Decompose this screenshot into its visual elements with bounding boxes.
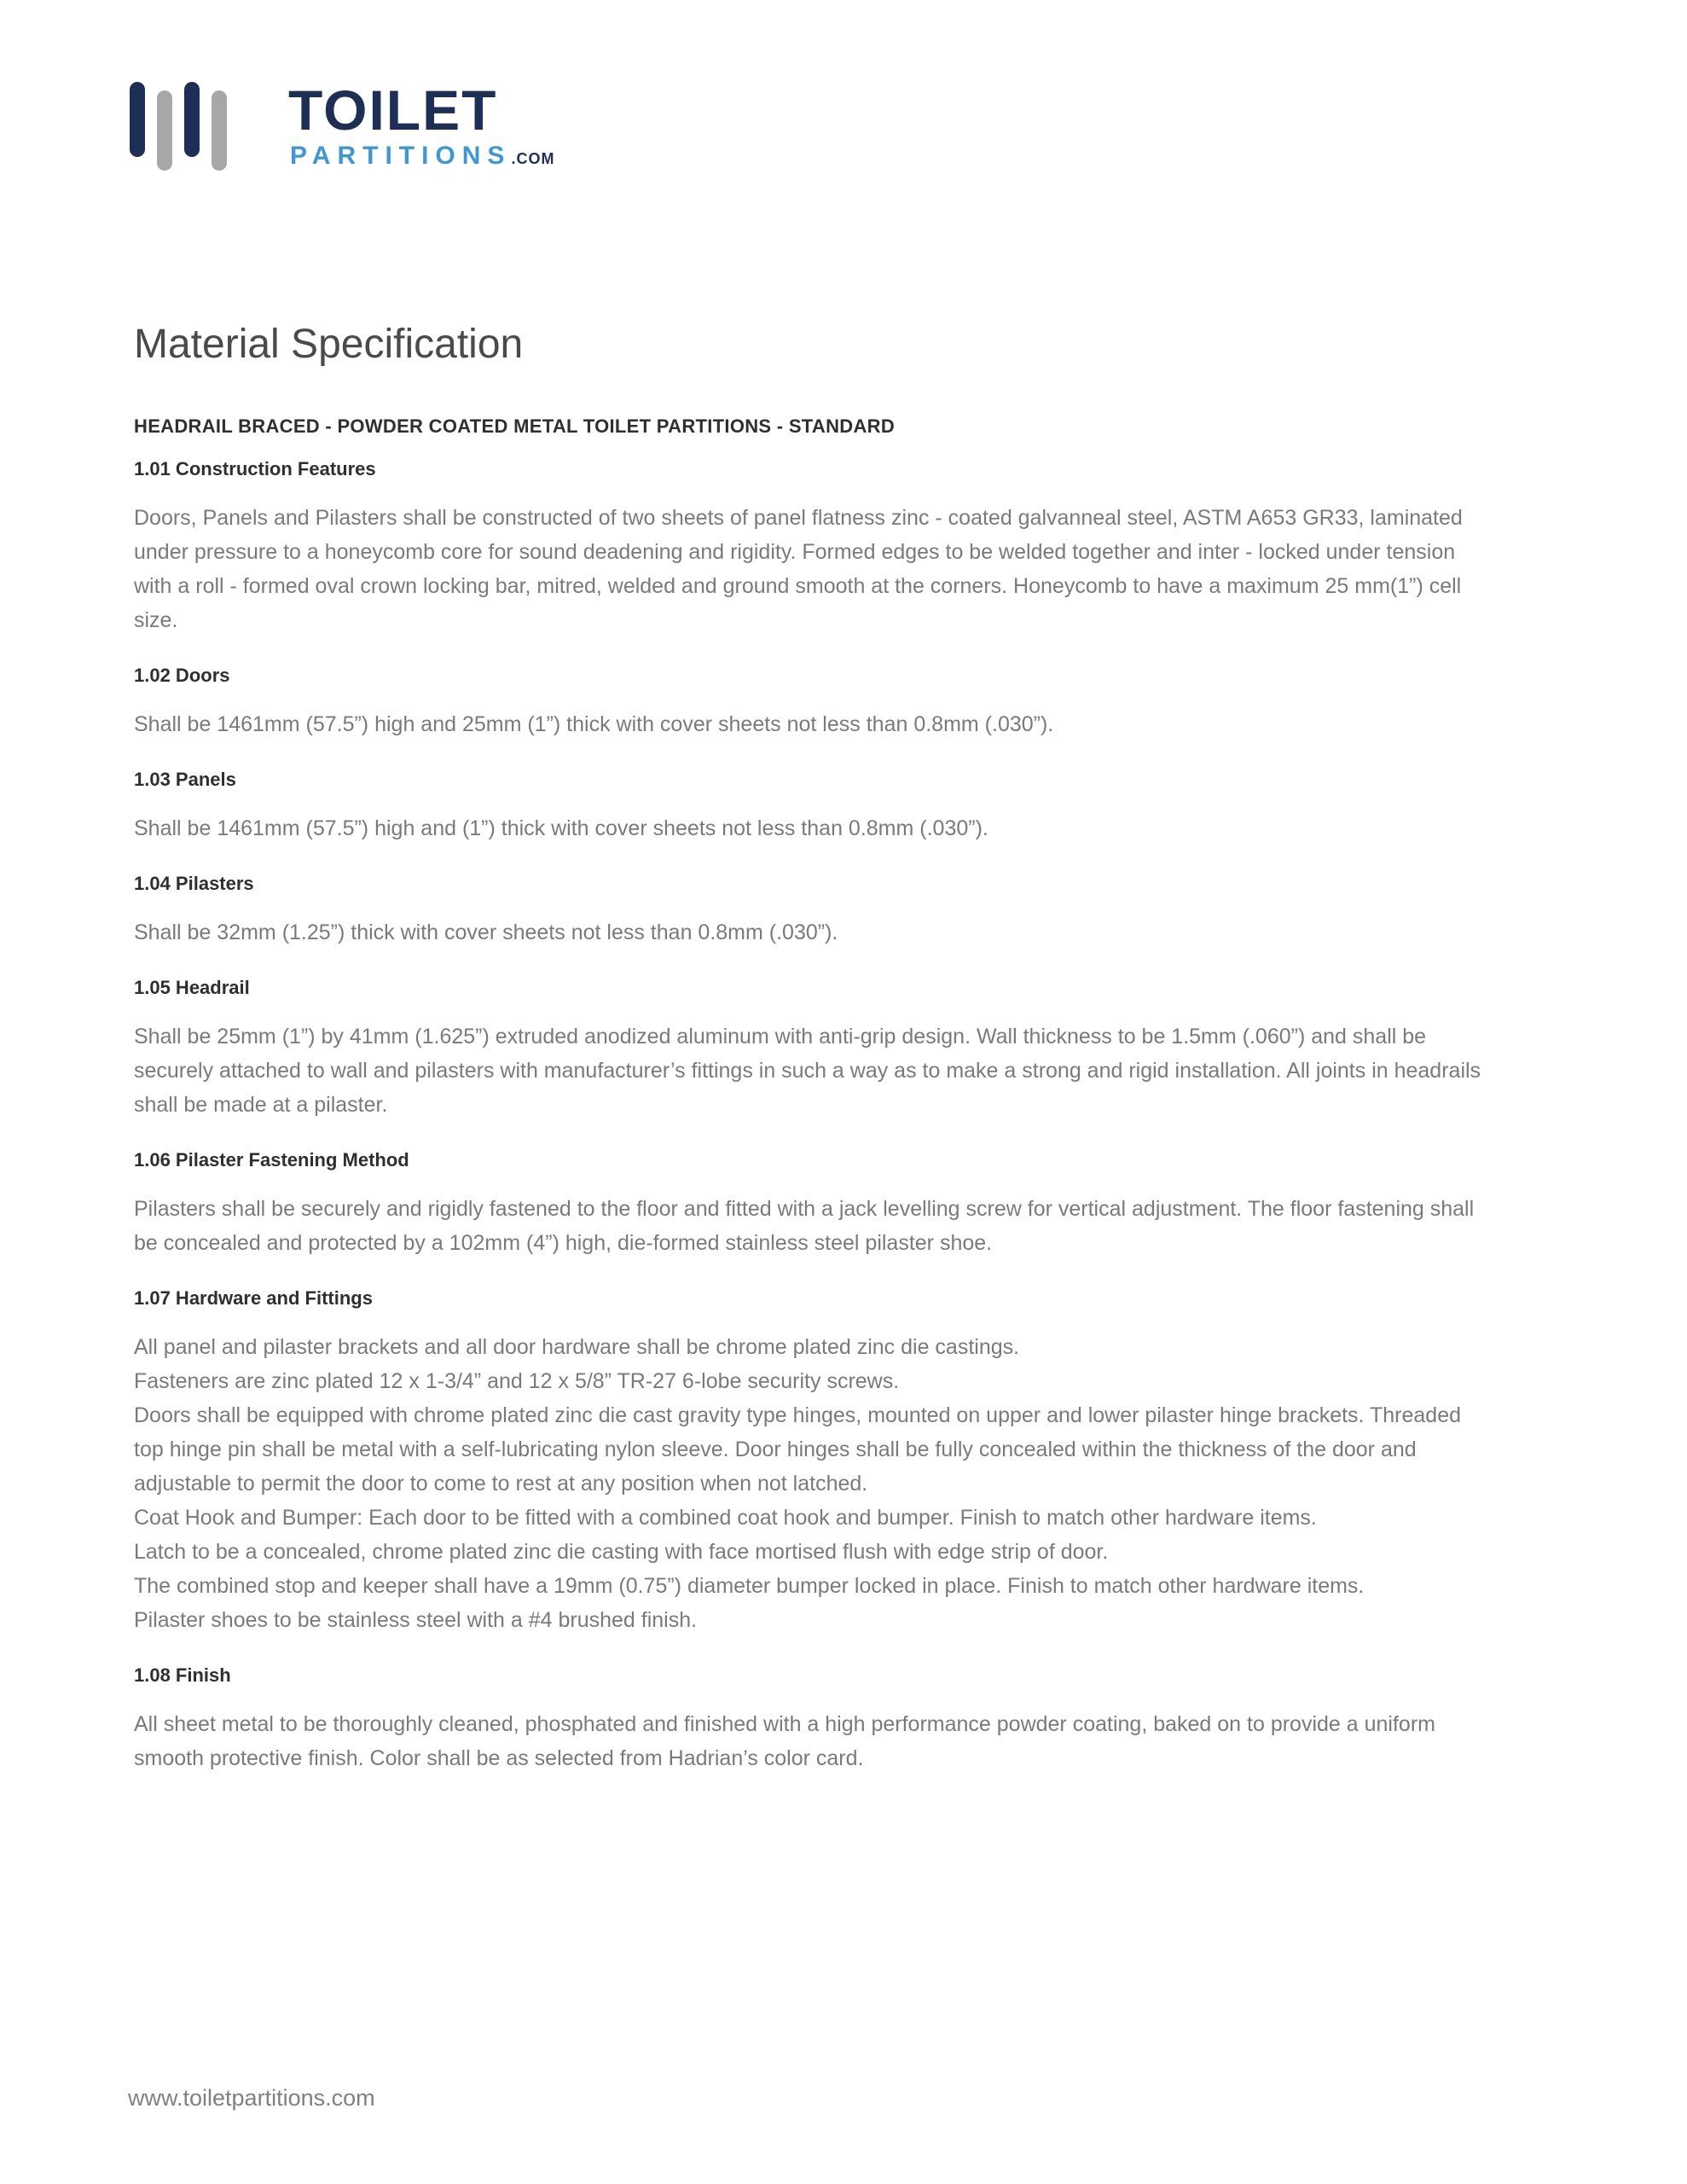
section-body [134,1707,1481,1775]
section-heading: 1.06 Pilaster Fastening Method [134,1149,409,1170]
page-title: Material Specification [134,322,524,367]
section-heading: 1.01 Construction Features [134,458,376,479]
section-paragraph: Latch to be a concealed, chrome plated zinc die casting with face mortised flush with edge strip of door. [134,1540,1109,1564]
section-paragraph: Coat Hook and Bumper: Each door to be fitted with a combined coat hook and bumper. Finish to match other hardware items. [134,1506,1317,1530]
section-heading: 1.05 Headrail [134,977,250,998]
section-paragraph: All sheet metal to be thoroughly cleaned, phosphated and finished with a high performance powder coating, baked on to provide a uniform smooth protective finish. Color shall be as selected from Hadrian’s color card. [134,1712,1435,1770]
document-subtitle: HEADRAIL BRACED - POWDER COATED METAL TOILET PARTITIONS - STANDARD [134,415,896,437]
section-paragraph: Shall be 1461mm (57.5”) high and (1”) thick with cover sheets not less than 0.8mm (.030”). [134,816,988,840]
section-heading: 1.03 Panels [134,769,236,790]
section-body [134,811,1481,845]
section-paragraph: Pilaster shoes to be stainless steel with a #4 brushed finish. [134,1608,698,1632]
logo-suffix-text: .COM [511,150,555,167]
section-paragraph: All panel and pilaster brackets and all door hardware shall be chrome plated zinc die castings. [134,1335,1020,1359]
section-heading: 1.07 Hardware and Fittings [134,1287,373,1309]
section-body [134,1019,1481,1122]
section-paragraph: The combined stop and keeper shall have a 19mm (0.75”) diameter bumper locked in place. Finish to match other hardware items. [134,1574,1365,1598]
section-list [134,458,1481,1775]
logo-partitions-text: PARTITIONS [290,142,512,170]
section-paragraph: Doors shall be equipped with chrome plated zinc die cast gravity type hinges, mounted on upper and lower pilaster hinge brackets. Threaded top hinge pin shall be metal with a self-lubricating nylon sleeve. Door hinges shall be fully concealed within the thickness of the door and adjustable to permit the door to come to rest at any position when not latched. [134,1403,1462,1496]
section-paragraph: Doors, Panels and Pilasters shall be constructed of two sheets of panel flatness zinc - coated galvanneal steel, ASTM A653 GR33, laminated under pressure to a honeycomb core for sound deadening and rigidity. Formed edges to be welded together and inter - locked under tension with a roll - formed oval crown locking bar, mitred, welded and ground smooth at the corners. Honeycomb to have a maximum 25 mm(1”) cell size. [134,506,1463,632]
section-body [134,501,1481,637]
section-body [134,915,1481,950]
section-paragraph: Pilasters shall be securely and rigidly fastened to the floor and fitted with a jack levelling screw for vertical adjustment. The floor fastening shall be concealed and protected by a 102mm (4”) high, die-formed stainless steel pilaster shoe. [134,1197,1475,1255]
section-body [134,707,1481,741]
section-paragraph: Shall be 25mm (1”) by 41mm (1.625”) extruded anodized aluminum with anti-grip design. Wall thickness to be 1.5mm (.060”) and shall be securely attached to wall and pilasters with manufacturer’s fittings in such a way as to make a strong and rigid installation. All joints in headrails shall be made at a pilaster. [134,1025,1481,1117]
section-body [134,1330,1481,1637]
footer-website-url: www.toiletpartitions.com [128,2085,375,2111]
section-heading: 1.08 Finish [134,1664,231,1686]
logo-wordmark-toilet: TOILET [288,78,498,142]
specification-content [134,320,1481,1803]
logo-bars-icon [128,80,230,174]
section-heading: 1.02 Doors [134,665,230,686]
section-paragraph: Shall be 1461mm (57.5”) high and 25mm (1”) thick with cover sheets not less than 0.8mm (.030”). [134,712,1054,736]
section-paragraph: Fasteners are zinc plated 12 x 1-3/4” and 12 x 5/8” TR-27 6-lobe security screws. [134,1369,900,1393]
brand-logo [128,80,571,183]
section-heading: 1.04 Pilasters [134,873,254,894]
logo-wordmark-partitions [290,142,554,173]
section-body [134,1192,1481,1260]
section-paragraph: Shall be 32mm (1.25”) thick with cover sheets not less than 0.8mm (.030”). [134,921,838,944]
